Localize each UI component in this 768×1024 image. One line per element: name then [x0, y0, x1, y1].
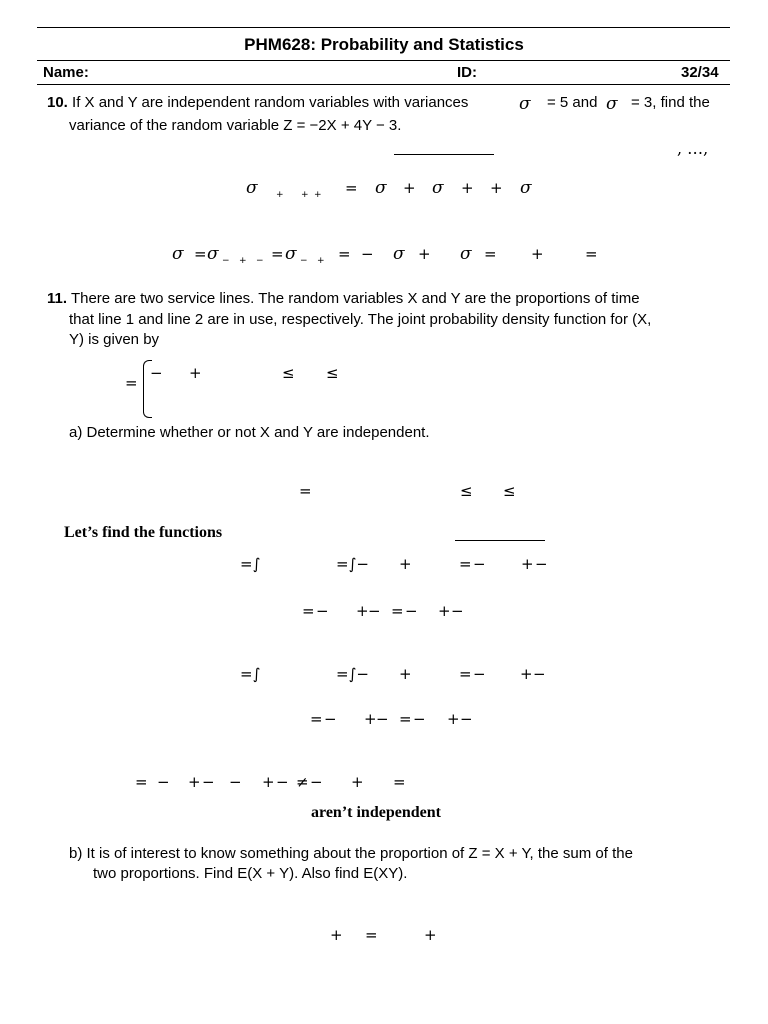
prod-neq: ≠ — [296, 773, 309, 791]
hy2-plus-2: + — [447, 710, 460, 728]
hy-plus-1: + — [399, 665, 412, 683]
eq1-plus-1: + — [403, 179, 416, 197]
q11-line2: that line 1 and line 2 are in use, respectively. The joint probability density function for (X, — [69, 311, 652, 328]
conclusion-text: aren’t independent — [311, 804, 441, 821]
prod-dash-3: − — [229, 773, 242, 791]
eq1-sigma-1: σ — [246, 178, 258, 198]
pdf-le-2: ≤ — [326, 364, 339, 382]
prod-dash-4: − — [276, 773, 289, 791]
find-functions-text: Let’s find the functions — [64, 524, 223, 541]
eq2-plus-1: + — [418, 245, 431, 263]
functions-blank — [455, 540, 545, 541]
gx-eq-1: = — [459, 555, 472, 573]
eq2-sub-plus-2: + — [317, 256, 325, 266]
eq2-sigma-2: σ — [207, 244, 219, 264]
eq1-sigma-4: σ — [520, 178, 532, 198]
hy2-eq-2: = — [399, 710, 412, 728]
part-a-text: a) Determine whether or not X and Y are independent. — [69, 424, 430, 441]
q10-line1 — [47, 93, 468, 113]
eq2-sigma-5: σ — [460, 244, 472, 264]
page-number: 32/34 — [681, 64, 719, 81]
top-rule — [37, 27, 730, 28]
sigma-x-symbol: σ — [519, 94, 531, 114]
q10-line2: variance of the random variable Z = −2X + 4Y − 3. — [69, 117, 402, 134]
gx2-plus-1: + — [356, 602, 369, 620]
hy-integral: =∫ — [240, 665, 261, 683]
q10-ellipsis: , …, — [677, 139, 709, 158]
eq2-sub-minus-3: − — [300, 256, 308, 266]
gx-dash-2: − — [535, 555, 548, 573]
eq2-sigma-4: σ — [393, 244, 405, 264]
hy2-plus-1: + — [364, 710, 377, 728]
hy2-eq-1: = — [310, 710, 323, 728]
q10-text-1: If X and Y are independent random variables with variances — [72, 94, 469, 111]
gx-plus-1: + — [399, 555, 412, 573]
q10-variance-y: = 3, find the — [631, 94, 710, 111]
hy2-dash-1: − — [324, 710, 337, 728]
eq1-equals: = — [345, 179, 358, 197]
pdf-dash: − — [150, 364, 163, 382]
eq1-plus-3: + — [490, 179, 503, 197]
eq1-plus-2: + — [461, 179, 474, 197]
hy2-dash-4: − — [460, 710, 473, 728]
prod-dash-2: − — [202, 773, 215, 791]
hy2-dash-3: − — [413, 710, 426, 728]
eq2-sub-minus-1: − — [222, 256, 230, 266]
gx-dash-1: − — [473, 555, 486, 573]
prod-plus-1: + — [188, 773, 201, 791]
q11-line3: Y) is given by — [69, 331, 160, 348]
gx2-dash-4: − — [451, 602, 464, 620]
prod-dash-5: − — [310, 773, 323, 791]
q10-answer-blank — [394, 154, 494, 155]
q11-text-1: There are two service lines. The random variables X and Y are the proportions of time — [70, 290, 640, 307]
eq1-sub-plus-1: + — [276, 190, 284, 200]
gx2-plus-2: + — [438, 602, 451, 620]
part-a-equals: = — [299, 482, 312, 500]
gx2-dash-3: − — [405, 602, 418, 620]
gx-integral: =∫ — [240, 555, 261, 573]
q10-variance-x: = 5 and — [547, 94, 598, 111]
gx2-eq-1: = — [302, 602, 315, 620]
pdf-equals: = — [125, 374, 138, 392]
part-b-line2: two proportions. Find E(X + Y). Also find E(XY). — [93, 865, 408, 882]
hy-dash-2: − — [533, 665, 546, 683]
eq2-sub-minus-2: − — [256, 256, 264, 266]
gx-plus-2: + — [521, 555, 534, 573]
eq2-sigma-3: σ — [285, 244, 297, 264]
part-a-le-1: ≤ — [460, 482, 473, 500]
gx2-dash-1: − — [316, 602, 329, 620]
prod-dash-1: − — [157, 773, 170, 791]
eq1-sub-plus-2: + — [301, 190, 309, 200]
sigma-y-symbol: σ — [606, 94, 618, 114]
prod-plus-3: + — [351, 773, 364, 791]
part-b-line1: b) It is of interest to know something about the proportion of Z = X + Y, the sum of the — [69, 845, 633, 862]
eq2-equals-1: = — [194, 245, 207, 263]
part-b-plus-1: + — [330, 926, 343, 944]
part-b-equals: = — [365, 926, 378, 944]
q11-line1 — [47, 289, 640, 309]
gx2-eq-2: = — [391, 602, 404, 620]
id-label: ID: — [457, 64, 477, 81]
part-b-plus-2: + — [424, 926, 437, 944]
prod-plus-2: + — [262, 773, 275, 791]
header-rule — [37, 84, 730, 85]
prod-eq-2: = — [393, 773, 406, 791]
gx2-dash-2: − — [368, 602, 381, 620]
part-a-le-2: ≤ — [503, 482, 516, 500]
hy-eq-1: = — [459, 665, 472, 683]
eq2-equals-2: = — [271, 245, 284, 263]
hy-plus-2: + — [520, 665, 533, 683]
eq2-plus-2: + — [531, 245, 544, 263]
eq2-equals-5: = — [585, 245, 598, 263]
eq1-sigma-3: σ — [432, 178, 444, 198]
q11-number: 11. — [47, 290, 68, 307]
page-title: PHM628: Probability and Statistics — [244, 35, 524, 54]
eq2-sigma-1: σ — [172, 244, 184, 264]
eq1-sigma-2: σ — [375, 178, 387, 198]
gx-integral-2: =∫− — [336, 555, 369, 573]
hy-integral-2: =∫− — [336, 665, 369, 683]
pdf-plus: + — [189, 364, 202, 382]
eq2-equals-3: = — [338, 245, 351, 263]
eq2-sub-plus-1: + — [239, 256, 247, 266]
eq2-equals-4: = — [484, 245, 497, 263]
prod-eq-1: = — [135, 773, 148, 791]
eq2-minus: − — [361, 245, 374, 263]
eq1-sub-plus-3: + — [314, 190, 322, 200]
hy-dash-1: − — [473, 665, 486, 683]
hy2-dash-2: − — [376, 710, 389, 728]
title-rule — [37, 60, 730, 61]
q10-number: 10. — [47, 94, 68, 111]
pdf-le-1: ≤ — [282, 364, 295, 382]
name-label: Name: — [43, 64, 89, 81]
